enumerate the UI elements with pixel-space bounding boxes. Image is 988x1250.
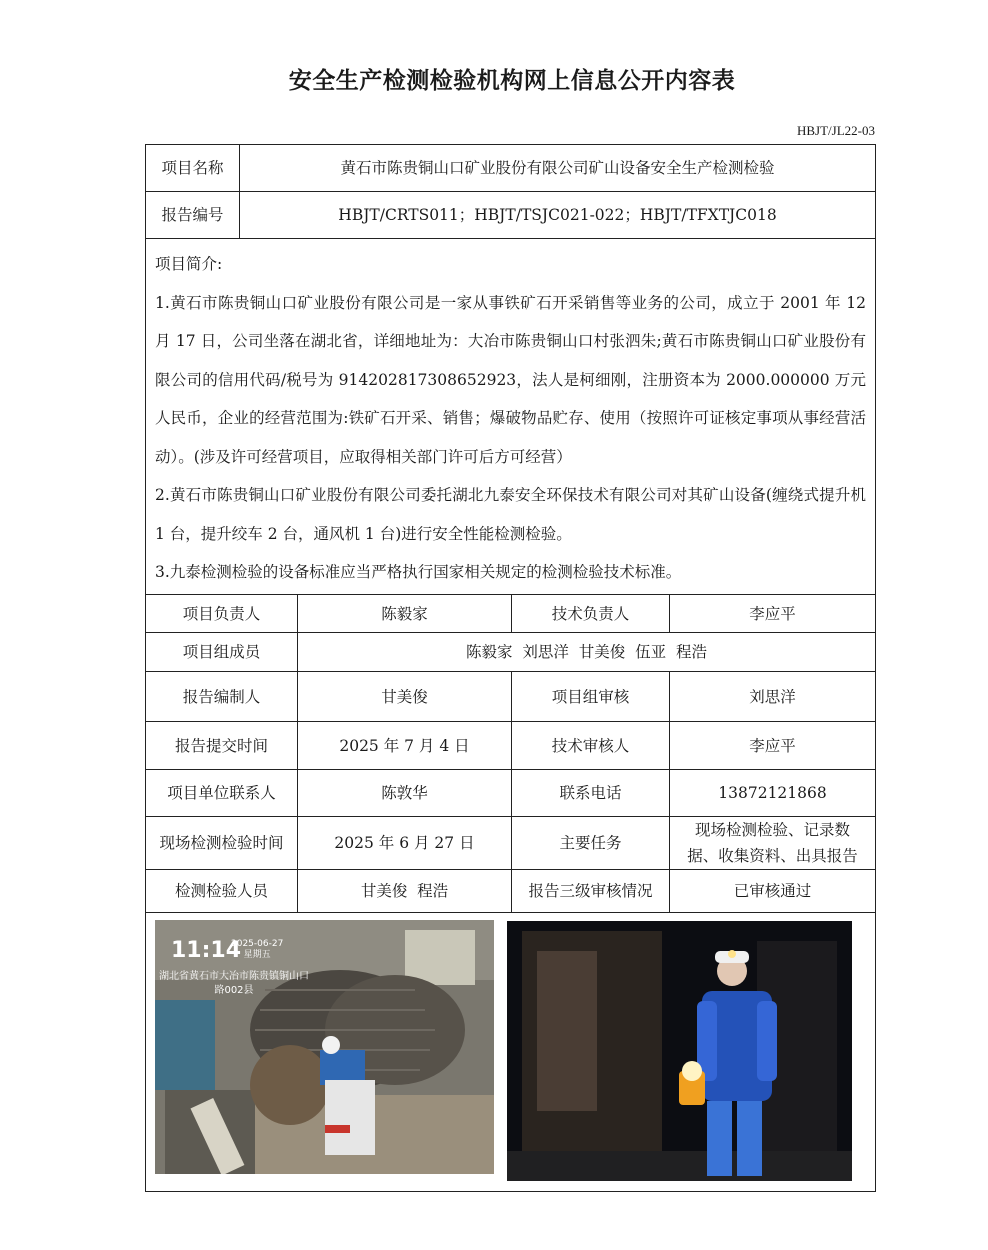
group-review-value: 刘思洋 — [670, 672, 876, 722]
photo-timestamp-location: 湖北省黄石市大冶市陈贵镇铜山口路002县 — [159, 971, 309, 996]
members-label: 项目组成员 — [146, 633, 298, 672]
main-task-label: 主要任务 — [512, 817, 670, 870]
intro-heading: 项目简介: — [155, 255, 223, 273]
compiler-value: 甘美俊 — [298, 672, 512, 722]
photo-row — [146, 913, 876, 1192]
project-intro — [146, 239, 876, 595]
tech-lead-label: 技术负责人 — [512, 595, 670, 633]
submit-time-label: 报告提交时间 — [146, 722, 298, 770]
group-review-label: 项目组审核 — [512, 672, 670, 722]
info-table — [145, 144, 876, 1192]
document-title: 安全生产检测检验机构网上信息公开内容表 — [288, 68, 736, 94]
review-status-value: 已审核通过 — [670, 870, 876, 913]
contact-value: 陈敦华 — [298, 770, 512, 817]
report-number: HBJT/CRTS011；HBJT/TSJC021-022；HBJT/TFXTJC018 — [240, 192, 876, 239]
photo-timestamp-date: 2025-06-27 星期五 — [231, 939, 284, 960]
onsite-time-value: 2025 年 6 月 27 日 — [298, 817, 512, 870]
review-status-label: 报告三级审核情况 — [512, 870, 670, 913]
form-code: HBJT/JL22-03 — [797, 123, 875, 138]
submit-time-value: 2025 年 7 月 4 日 — [298, 722, 512, 770]
photo-timestamp-time: 11:14 — [171, 938, 242, 963]
tech-lead-value: 李应平 — [670, 595, 876, 633]
onsite-time-label: 现场检测检验时间 — [146, 817, 298, 870]
phone-label: 联系电话 — [512, 770, 670, 817]
leader-value: 陈毅家 — [298, 595, 512, 633]
leader-label: 项目负责人 — [146, 595, 298, 633]
mine-shaft-inspector-photo — [507, 921, 852, 1181]
members-value: 陈毅家 刘思洋 甘美俊 伍亚 程浩 — [298, 633, 876, 672]
inspectors-label: 检测检验人员 — [146, 870, 298, 913]
hoist-inspection-photo — [155, 920, 494, 1174]
intro-paragraph-2: 2.黄石市陈贵铜山口矿业股份有限公司委托湖北九泰安全环保技术有限公司对其矿山设备(缠绕式提升机 1 台，提升绞车 2 台，通风机 1 台)进行安全性能检测检验。 — [155, 486, 867, 543]
inspectors-value: 甘美俊 程浩 — [298, 870, 512, 913]
intro-paragraph-3: 3.九泰检测检验的设备标准应当严格执行国家相关规定的检测检验技术标准。 — [155, 563, 682, 581]
intro-paragraph-1: 1.黄石市陈贵铜山口矿业股份有限公司是一家从事铁矿石开采销售等业务的公司，成立于 2001 年 12 月 17 日，公司坐落在湖北省，详细地址为：大冶市陈贵铜山口村张泗朱;黄石市陈贵铜山口矿业股份有限公司的信用代码/税号为 914202817308652923，法人是柯细刚，注册资本为 2000.000000 万元人民币，企业的经营范围为:铁矿石开采、销售；爆破物品贮存、使用（按照许可证核定事项从事经营活动）。(涉及许可经营项目，应取得相关部门许可后方可经营） — [155, 293, 867, 466]
report-number-label: 报告编号 — [146, 192, 240, 239]
contact-label: 项目单位联系人 — [146, 770, 298, 817]
compiler-label: 报告编制人 — [146, 672, 298, 722]
tech-review-label: 技术审核人 — [512, 722, 670, 770]
project-name-label: 项目名称 — [146, 145, 240, 192]
main-task-value: 现场检测检验、记录数据、收集资料、出具报告 — [670, 817, 876, 870]
tech-review-value: 李应平 — [670, 722, 876, 770]
project-name: 黄石市陈贵铜山口矿业股份有限公司矿山设备安全生产检测检验 — [240, 145, 876, 192]
phone-value: 13872121868 — [670, 770, 876, 817]
